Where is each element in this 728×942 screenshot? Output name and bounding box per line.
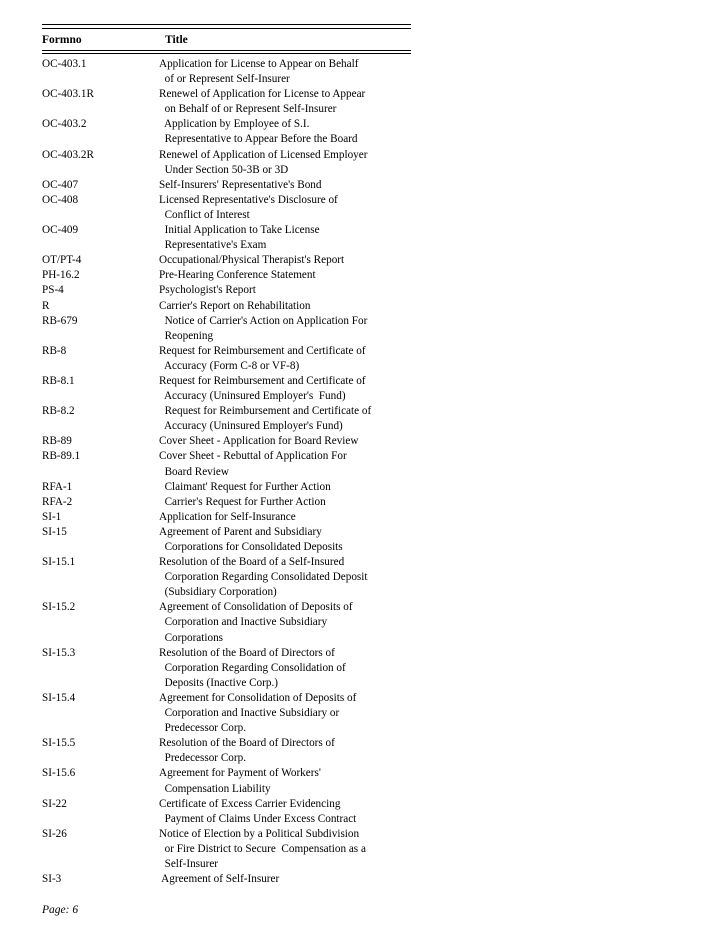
form-number: SI-15.3 [42, 646, 76, 659]
form-title-line: Accuracy (Uninsured Employer's Fund) [159, 420, 343, 433]
form-title [159, 178, 399, 193]
form-title-line: Renewel of Application of Licensed Employer [159, 148, 368, 161]
form-title-line: Request for Reimbursement and Certificate of [159, 405, 372, 418]
form-title-line: Reopening [159, 329, 214, 342]
form-number: RB-8.2 [42, 405, 75, 418]
form-title-line: Agreement of Parent and Subsidiary [159, 525, 322, 538]
form-title [159, 691, 399, 736]
form-title [159, 117, 399, 147]
form-title-line: Deposits (Inactive Corp.) [159, 676, 278, 689]
form-row [0, 797, 728, 827]
form-number: RB-89.1 [42, 450, 81, 463]
form-title-line: Certificate of Excess Carrier Evidencing [159, 797, 341, 810]
form-title [159, 449, 399, 479]
page-number: Page: 6 [42, 904, 79, 916]
form-number: SI-15 [42, 525, 67, 538]
form-title-line: Predecessor Corp. [159, 722, 246, 735]
form-row [0, 525, 728, 555]
form-number: SI-15.6 [42, 767, 76, 780]
form-title [159, 797, 399, 827]
form-title [159, 148, 399, 178]
form-title-line: Resolution of the Board of Directors of [159, 737, 335, 750]
form-title-line: Conflict of Interest [159, 208, 250, 221]
form-title-line: Corporation Regarding Consolidation of [159, 661, 346, 674]
form-title [159, 434, 399, 449]
form-title [159, 872, 399, 887]
form-number: OC-403.1 [42, 58, 87, 70]
form-number: RFA-2 [42, 495, 73, 508]
top-rule-2 [42, 28, 411, 29]
form-title-line: Agreement of Consolidation of Deposits of [159, 601, 353, 614]
form-title-line: (Subsidiary Corporation) [159, 586, 277, 599]
form-title [159, 827, 399, 872]
form-title-line: Application by Employee of S.I. [159, 118, 310, 131]
form-row [0, 283, 728, 298]
form-row [0, 600, 728, 645]
form-title-line: Pre-Hearing Conference Statement [159, 269, 316, 282]
column-header-formno: Formno [42, 34, 82, 46]
form-title [159, 736, 399, 766]
form-title-line: Renewel of Application for License to Appear [159, 88, 366, 101]
form-row [0, 449, 728, 479]
form-title [159, 57, 399, 87]
form-title-line: Agreement of Self-Insurer [159, 873, 280, 886]
form-title [159, 480, 399, 495]
form-title-line: Request for Reimbursement and Certificate of [159, 374, 366, 387]
form-row [0, 314, 728, 344]
form-title-line: Notice of Carrier's Action on Application For [159, 314, 368, 327]
header-rule-2 [42, 53, 411, 54]
form-title-line: Request for Reimbursement and Certificate of [159, 344, 366, 357]
form-row [0, 253, 728, 268]
form-title-line: Corporation and Inactive Subsidiary [159, 616, 328, 629]
form-row [0, 374, 728, 404]
form-title [159, 314, 399, 344]
form-title [159, 766, 399, 796]
form-title [159, 495, 399, 510]
form-title-line: Board Review [159, 465, 229, 478]
form-title-line: or Fire District to Secure Compensation as a [159, 842, 366, 855]
form-row [0, 57, 728, 87]
form-number: RB-8.1 [42, 374, 75, 387]
form-title-line: Self-Insurer [159, 857, 219, 870]
form-number: SI-15.2 [42, 601, 76, 614]
form-title-line: Accuracy (Form C-8 or VF-8) [159, 359, 300, 372]
form-row [0, 223, 728, 253]
form-row [0, 480, 728, 495]
form-title [159, 193, 399, 223]
form-number: OC-407 [42, 178, 79, 191]
form-title-line: Self-Insurers' Representative's Bond [159, 178, 322, 191]
form-row [0, 193, 728, 223]
form-title [159, 404, 399, 434]
form-title-line: Representative to Appear Before the Board [159, 133, 358, 146]
form-title-line: Corporation and Inactive Subsidiary or [159, 707, 340, 720]
form-number: SI-15.4 [42, 691, 76, 704]
form-title-line: on Behalf of or Represent Self-Insurer [159, 103, 337, 116]
form-title [159, 87, 399, 117]
form-row [0, 404, 728, 434]
form-number: SI-22 [42, 797, 67, 810]
form-title-line: Carrier's Request for Further Action [159, 495, 326, 508]
form-number: SI-1 [42, 510, 62, 523]
form-row [0, 827, 728, 872]
form-row [0, 434, 728, 449]
form-number: OC-403.1R [42, 88, 94, 101]
form-number: RFA-1 [42, 480, 73, 493]
form-row [0, 872, 728, 887]
form-row [0, 299, 728, 314]
form-row [0, 555, 728, 600]
form-title [159, 510, 399, 525]
form-title-line: Corporations for Consolidated Deposits [159, 541, 343, 553]
form-row [0, 344, 728, 374]
form-title [159, 223, 399, 253]
form-row [0, 510, 728, 525]
form-number: OC-408 [42, 193, 79, 206]
form-title [159, 525, 399, 555]
form-title [159, 555, 399, 600]
form-list [0, 57, 728, 887]
form-title [159, 374, 399, 404]
form-number: RB-89 [42, 435, 72, 448]
form-title [159, 344, 399, 374]
form-title-line: Claimant' Request for Further Action [159, 480, 331, 493]
form-title-line: Compensation Liability [159, 782, 271, 795]
form-row [0, 691, 728, 736]
form-title-line: Application for Self-Insurance [159, 510, 296, 523]
form-title-line: Resolution of the Board of a Self-Insured [159, 556, 345, 569]
form-number: PS-4 [42, 284, 64, 297]
form-title-line: Resolution of the Board of Directors of [159, 646, 335, 659]
form-number: SI-15.1 [42, 556, 76, 569]
form-title-line: Predecessor Corp. [159, 752, 246, 765]
form-row [0, 766, 728, 796]
form-row [0, 117, 728, 147]
header-rule-1 [42, 50, 411, 51]
form-row [0, 87, 728, 117]
form-title-line: Initial Application to Take License [159, 224, 320, 237]
form-number: PH-16.2 [42, 269, 80, 282]
form-title-line: Notice of Election by a Political Subdivision [159, 827, 360, 840]
form-row [0, 148, 728, 178]
form-number: R [42, 299, 50, 312]
form-row [0, 646, 728, 691]
form-title-line: Licensed Representative's Disclosure of [159, 193, 338, 206]
column-header-title: Title [165, 34, 188, 46]
form-title [159, 299, 399, 314]
form-title-line: Accuracy (Uninsured Employer's Fund) [159, 390, 346, 403]
form-title-line: Occupational/Physical Therapist's Report [159, 254, 345, 267]
form-row [0, 495, 728, 510]
form-title-line: of or Represent Self-Insurer [159, 73, 290, 86]
form-number: SI-26 [42, 827, 67, 840]
form-title-line: Cover Sheet - Application for Board Review [159, 435, 359, 448]
form-number: SI-15.5 [42, 737, 76, 750]
form-number: OT/PT-4 [42, 254, 82, 267]
form-title-line: Under Section 50-3B or 3D [159, 163, 289, 176]
form-title-line: Corporation Regarding Consolidated Deposit [159, 571, 368, 584]
form-number: OC-403.2 [42, 118, 87, 131]
form-number: SI-3 [42, 873, 62, 886]
form-title-line: Representative's Exam [159, 239, 267, 252]
form-title [159, 253, 399, 268]
form-title-line: Agreement for Payment of Workers' [159, 767, 321, 780]
form-row [0, 178, 728, 193]
form-number: OC-409 [42, 224, 79, 237]
form-title-line: Psychologist's Report [159, 284, 256, 297]
form-title [159, 283, 399, 298]
form-title-line: Corporations [159, 631, 224, 644]
form-title-line: Application for License to Appear on Behalf [159, 58, 359, 70]
form-number: OC-403.2R [42, 148, 94, 161]
form-title-line: Agreement for Consolidation of Deposits of [159, 691, 357, 704]
form-title [159, 268, 399, 283]
form-number: RB-8 [42, 344, 67, 357]
form-title-line: Cover Sheet - Rebuttal of Application For [159, 450, 347, 463]
form-title [159, 600, 399, 645]
form-row [0, 268, 728, 283]
form-title [159, 646, 399, 691]
form-title-line: Carrier's Report on Rehabilitation [159, 299, 311, 312]
form-row [0, 736, 728, 766]
form-number: RB-679 [42, 314, 78, 327]
top-rule-1 [42, 24, 411, 25]
form-title-line: Payment of Claims Under Excess Contract [159, 812, 357, 825]
